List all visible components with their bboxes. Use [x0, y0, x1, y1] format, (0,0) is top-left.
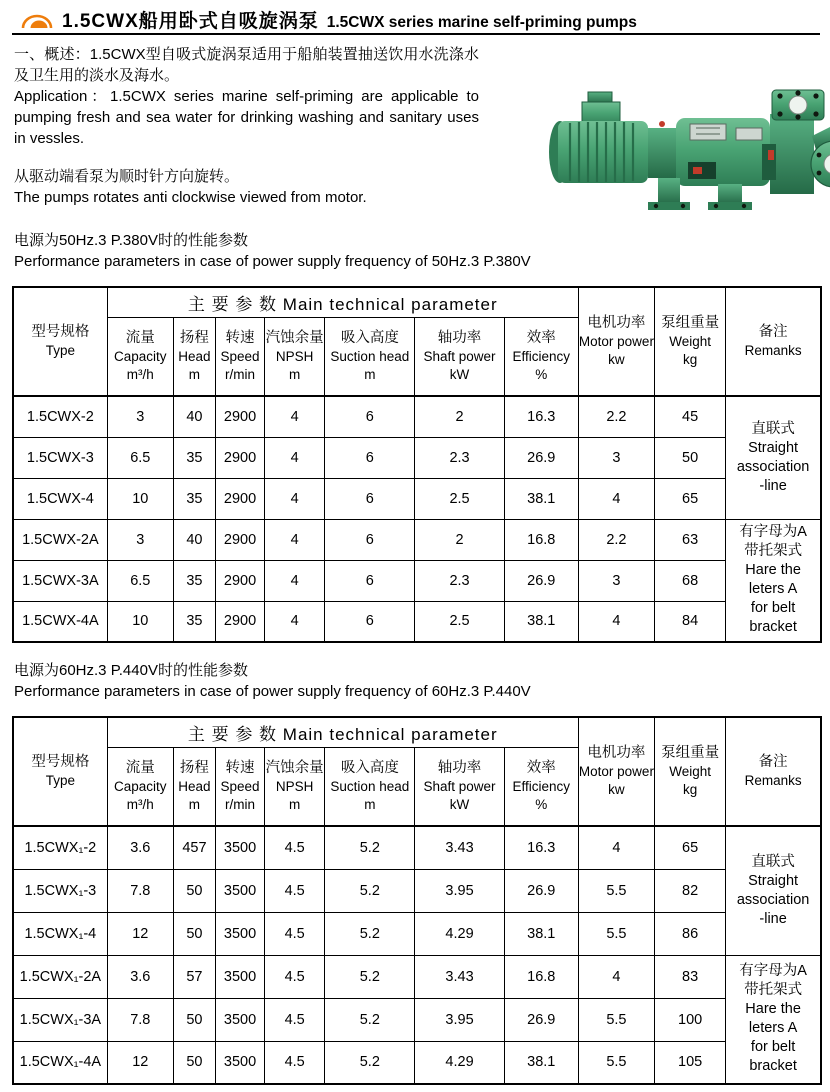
value-cell: 3500	[215, 826, 264, 869]
value-cell: 5.2	[325, 955, 415, 998]
value-cell: 40	[173, 396, 215, 437]
value-cell: 65	[655, 478, 726, 519]
value-cell: 35	[173, 560, 215, 601]
value-cell: 35	[173, 601, 215, 642]
table-row	[13, 601, 821, 642]
value-cell: 10	[107, 478, 173, 519]
value-cell: 2.2	[578, 519, 654, 560]
value-cell: 4.29	[415, 1041, 504, 1084]
label-plate	[736, 128, 762, 140]
col-header-suction-head: 吸入高度 Suction head m	[325, 317, 415, 396]
value-cell: 5.2	[325, 998, 415, 1041]
value-cell: 2.5	[415, 478, 504, 519]
rotation-note-en: The pumps rotates anti clockwise viewed from motor.	[14, 189, 367, 206]
value-cell: 2	[415, 396, 504, 437]
value-cell: 5.5	[578, 869, 654, 912]
application-paragraph-en: Application：1.5CWX series marine self-priming are applicable to pumping fresh and sea water for drinking washing and sanitary uses in vessles.	[14, 88, 479, 147]
col-header-remarks: 备注 Remanks	[726, 287, 821, 396]
table-row	[13, 396, 821, 437]
pump-type-cell: 1.5CWX₁-2A	[13, 955, 107, 998]
remark-cell: 直联式 Straight association -line	[726, 396, 821, 519]
col-header-remarks: 备注 Remanks	[726, 717, 821, 826]
value-cell: 2900	[215, 478, 264, 519]
value-cell: 50	[173, 912, 215, 955]
value-cell: 26.9	[504, 560, 578, 601]
value-cell: 38.1	[504, 1041, 578, 1084]
pump-type-cell: 1.5CWX-4A	[13, 601, 107, 642]
pump-type-cell: 1.5CWX-4	[13, 478, 107, 519]
col-header-npsh: 汽蚀余量 NPSH m	[265, 317, 325, 396]
nameplate	[690, 124, 726, 140]
value-cell: 26.9	[504, 437, 578, 478]
table-row	[13, 869, 821, 912]
value-cell: 38.1	[504, 912, 578, 955]
table-row	[13, 955, 821, 998]
value-cell: 7.8	[107, 998, 173, 1041]
head-recess	[762, 144, 776, 180]
value-cell: 2900	[215, 396, 264, 437]
col-header-head: 扬程 Head m	[173, 747, 215, 826]
value-cell: 4	[265, 519, 325, 560]
value-cell: 4.5	[265, 826, 325, 869]
col-header-efficiency: 效率 Efficiency %	[504, 317, 578, 396]
table-row	[13, 560, 821, 601]
value-cell: 4	[265, 396, 325, 437]
overview-block	[14, 44, 479, 149]
value-cell: 4.5	[265, 998, 325, 1041]
value-cell: 5.2	[325, 1041, 415, 1084]
pump-type-cell: 1.5CWX-2	[13, 396, 107, 437]
value-cell: 50	[173, 1041, 215, 1084]
value-cell: 2900	[215, 519, 264, 560]
value-cell: 6.5	[107, 560, 173, 601]
value-cell: 26.9	[504, 998, 578, 1041]
value-cell: 4.5	[265, 912, 325, 955]
value-cell: 105	[655, 1041, 726, 1084]
table-row	[13, 519, 821, 560]
value-cell: 6	[325, 519, 415, 560]
red-plug-dot	[659, 121, 665, 127]
value-cell: 6	[325, 396, 415, 437]
table-row	[13, 826, 821, 869]
value-cell: 50	[173, 998, 215, 1041]
value-cell: 3	[578, 437, 654, 478]
value-cell: 3.43	[415, 826, 504, 869]
value-cell: 38.1	[504, 478, 578, 519]
pump-type-cell: 1.5CWX₁-4A	[13, 1041, 107, 1084]
value-cell: 3	[107, 396, 173, 437]
value-cell: 84	[655, 601, 726, 642]
value-cell: 4.5	[265, 869, 325, 912]
col-header-suction-head: 吸入高度 Suction head m	[325, 747, 415, 826]
value-cell: 16.3	[504, 826, 578, 869]
overview-paragraph-zh: 一、概述：1.5CWX型自吸式旋涡泵适用于船舶装置抽送饮用水洗涤水及卫生用的淡水及海水。	[14, 46, 479, 84]
title-divider	[12, 33, 820, 35]
value-cell: 6	[325, 478, 415, 519]
col-header-weight: 泵组重量 Weight kg	[655, 287, 726, 396]
value-cell: 4	[265, 437, 325, 478]
value-cell: 82	[655, 869, 726, 912]
pump-type-cell: 1.5CWX-2A	[13, 519, 107, 560]
value-cell: 10	[107, 601, 173, 642]
value-cell: 2.3	[415, 437, 504, 478]
value-cell: 3500	[215, 869, 264, 912]
value-cell: 2	[415, 519, 504, 560]
table1-caption	[14, 230, 654, 272]
col-header-speed: 转速 Speed r/min	[215, 317, 264, 396]
value-cell: 3.6	[107, 826, 173, 869]
table1-caption-zh: 电源为50Hz.3 P.380V时的性能参数	[14, 232, 248, 249]
pump-type-cell: 1.5CWX₁-3A	[13, 998, 107, 1041]
performance-table-60hz	[12, 716, 822, 1085]
remark-cell: 直联式 Straight association -line	[726, 826, 821, 955]
value-cell: 6	[325, 437, 415, 478]
value-cell: 457	[173, 826, 215, 869]
value-cell: 3500	[215, 912, 264, 955]
motor-body	[558, 121, 648, 183]
value-cell: 5.5	[578, 912, 654, 955]
main-parameter-group-header: 主 要 参 数 Main technical parameter	[107, 287, 578, 317]
value-cell: 3	[107, 519, 173, 560]
col-header-capacity: 流量 Capacity m³/h	[107, 747, 173, 826]
value-cell: 3.95	[415, 869, 504, 912]
rotation-note-zh: 从驱动端看泵为顺时针方向旋转。	[14, 168, 240, 185]
value-cell: 6	[325, 560, 415, 601]
col-header-speed: 转速 Speed r/min	[215, 747, 264, 826]
pump-type-cell: 1.5CWX₁-4	[13, 912, 107, 955]
coupling-housing	[648, 128, 676, 178]
value-cell: 45	[655, 396, 726, 437]
value-cell: 40	[173, 519, 215, 560]
value-cell: 100	[655, 998, 726, 1041]
performance-table-50hz	[12, 286, 822, 643]
page-title-zh: 1.5CWX船用卧式自吸旋涡泵	[62, 11, 319, 32]
value-cell: 6.5	[107, 437, 173, 478]
value-cell: 2900	[215, 560, 264, 601]
value-cell: 6	[325, 601, 415, 642]
value-cell: 4	[265, 601, 325, 642]
value-cell: 38.1	[504, 601, 578, 642]
value-cell: 5.5	[578, 1041, 654, 1084]
table1-body	[13, 396, 821, 642]
value-cell: 65	[655, 826, 726, 869]
value-cell: 3500	[215, 998, 264, 1041]
value-cell: 4	[265, 478, 325, 519]
value-cell: 50	[655, 437, 726, 478]
value-cell: 26.9	[504, 869, 578, 912]
col-header-type: 型号规格 Type	[13, 717, 107, 826]
main-parameter-group-header: 主 要 参 数 Main technical parameter	[107, 717, 578, 747]
table-row	[13, 1041, 821, 1084]
value-cell: 4.5	[265, 955, 325, 998]
value-cell: 4	[578, 955, 654, 998]
value-cell: 68	[655, 560, 726, 601]
value-cell: 2.2	[578, 396, 654, 437]
col-header-efficiency: 效率 Efficiency %	[504, 747, 578, 826]
col-header-weight: 泵组重量 Weight kg	[655, 717, 726, 826]
rotation-note-block	[14, 166, 514, 208]
value-cell: 2900	[215, 601, 264, 642]
col-header-shaft-power: 轴功率 Shaft power kW	[415, 317, 504, 396]
brand-arc-icon	[20, 9, 54, 33]
value-cell: 3.95	[415, 998, 504, 1041]
pump-head	[770, 114, 814, 194]
col-header-shaft-power: 轴功率 Shaft power kW	[415, 747, 504, 826]
value-cell: 4	[578, 826, 654, 869]
col-header-type: 型号规格 Type	[13, 287, 107, 396]
value-cell: 3	[578, 560, 654, 601]
value-cell: 83	[655, 955, 726, 998]
page-title-en: 1.5CWX series marine self-priming pumps	[326, 14, 637, 31]
table2-caption	[14, 660, 654, 702]
value-cell: 35	[173, 478, 215, 519]
value-cell: 7.8	[107, 869, 173, 912]
table-row	[13, 912, 821, 955]
page-header	[20, 6, 820, 33]
col-header-motor-power: 电机功率 Motor power kw	[578, 287, 654, 396]
value-cell: 35	[173, 437, 215, 478]
value-cell: 4.29	[415, 912, 504, 955]
pump-type-cell: 1.5CWX₁-2	[13, 826, 107, 869]
col-header-capacity: 流量 Capacity m³/h	[107, 317, 173, 396]
value-cell: 3.43	[415, 955, 504, 998]
table2-body	[13, 826, 821, 1084]
table2-caption-en: Performance parameters in case of power supply frequency of 60Hz.3 P.440V	[14, 683, 531, 700]
pump-type-cell: 1.5CWX-3A	[13, 560, 107, 601]
value-cell: 16.8	[504, 519, 578, 560]
value-cell: 4	[265, 560, 325, 601]
remark-cell: 有字母为A 带托架式 Hare the leters A for belt bracket	[726, 955, 821, 1084]
value-cell: 5.2	[325, 826, 415, 869]
value-cell: 4	[578, 478, 654, 519]
pump-type-cell: 1.5CWX₁-3	[13, 869, 107, 912]
value-cell: 50	[173, 869, 215, 912]
value-cell: 3.6	[107, 955, 173, 998]
table1-caption-en: Performance parameters in case of power supply frequency of 50Hz.3 P.380V	[14, 253, 531, 270]
value-cell: 4	[578, 601, 654, 642]
value-cell: 16.8	[504, 955, 578, 998]
value-cell: 63	[655, 519, 726, 560]
value-cell: 12	[107, 912, 173, 955]
value-cell: 3500	[215, 955, 264, 998]
table2-caption-zh: 电源为60Hz.3 P.440V时的性能参数	[14, 662, 248, 679]
value-cell: 86	[655, 912, 726, 955]
col-header-motor-power: 电机功率 Motor power kw	[578, 717, 654, 826]
value-cell: 2.5	[415, 601, 504, 642]
product-photo-pump	[540, 84, 830, 232]
value-cell: 3500	[215, 1041, 264, 1084]
value-cell: 2.3	[415, 560, 504, 601]
value-cell: 12	[107, 1041, 173, 1084]
value-cell: 5.2	[325, 869, 415, 912]
value-cell: 16.3	[504, 396, 578, 437]
col-header-npsh: 汽蚀余量 NPSH m	[265, 747, 325, 826]
table-row	[13, 478, 821, 519]
value-cell: 5.5	[578, 998, 654, 1041]
value-cell: 2900	[215, 437, 264, 478]
col-header-head: 扬程 Head m	[173, 317, 215, 396]
table-row	[13, 998, 821, 1041]
table-row	[13, 437, 821, 478]
value-cell: 5.2	[325, 912, 415, 955]
remark-cell: 有字母为A 带托架式 Hare the leters A for belt bracket	[726, 519, 821, 642]
pump-type-cell: 1.5CWX-3	[13, 437, 107, 478]
value-cell: 57	[173, 955, 215, 998]
value-cell: 4.5	[265, 1041, 325, 1084]
